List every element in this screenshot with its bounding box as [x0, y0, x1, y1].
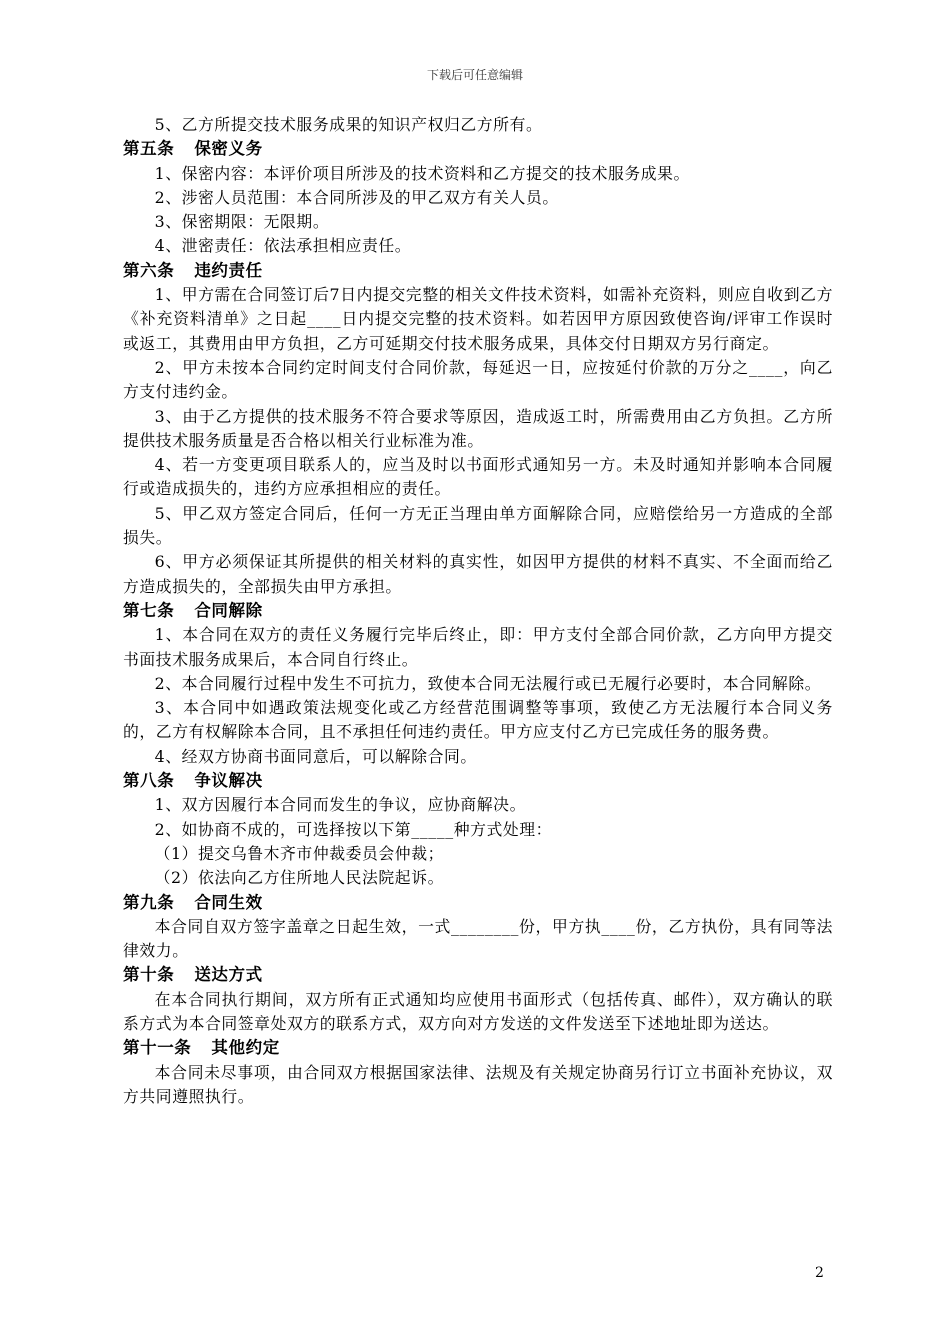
clause-paragraph: 2、如协商不成的，可选择按以下第_____种方式处理：: [154, 819, 553, 839]
clause-paragraph: 3、由于乙方提供的技术服务不符合要求等原因，造成返工时，所需费用由乙方负担。乙方所提供技术服务质量是否合格以相关行业标准为准。: [123, 406, 833, 450]
clause-paragraph: 6、甲方必须保证其所提供的相关材料的真实性，如因甲方提供的材料不真实、不全面而给乙方造成损失的，全部损失由甲方承担。: [123, 552, 833, 596]
document-body: [123, 113, 833, 1109]
article-number: 第十一条: [123, 1038, 192, 1058]
article-heading: [123, 599, 833, 623]
article-number: 第八条: [123, 771, 175, 791]
article-title: 合同生效: [194, 892, 263, 912]
page-header: 下载后可任意编辑: [426, 68, 523, 82]
article-title: 保密义务: [194, 139, 263, 159]
article-heading: [123, 769, 833, 793]
article-heading: [123, 259, 833, 283]
article-number: 第五条: [123, 139, 175, 159]
article-heading: [123, 1036, 833, 1060]
article-title: 违约责任: [194, 260, 263, 280]
article-heading: [123, 891, 833, 915]
clause-paragraph: 5、乙方所提交技术服务成果的知识产权归乙方所有。: [154, 115, 543, 134]
clause-paragraph: （2）依法向乙方住所地人民法院起诉。: [154, 868, 444, 888]
article-number: 第十条: [123, 965, 175, 985]
article-heading: [123, 137, 833, 161]
clause-paragraph: 1、保密内容：本评价项目所涉及的技术资料和乙方提交的技术服务成果。: [154, 163, 690, 183]
article-number: 第九条: [123, 892, 175, 912]
clause-paragraph: 4、泄密责任：依法承担相应责任。: [154, 236, 412, 256]
clause-paragraph: 本合同自双方签字盖章之日起生效，一式________份，甲方执____份，乙方执份，具有同等法律效力。: [123, 916, 833, 961]
clause-paragraph: 1、双方因履行本合同而发生的争议，应协商解决。: [154, 795, 526, 815]
clause-paragraph: 本合同未尽事项，由合同双方根据国家法律、法规及有关规定协商另行订立书面补充协议，双方共同遵照执行。: [123, 1062, 833, 1106]
article-title: 送达方式: [194, 965, 263, 985]
clause-paragraph: 2、甲方未按本合同约定时间支付合同价款，每延迟一日，应按延付价款的万分之____，向乙方支付违约金。: [123, 357, 833, 402]
clause-paragraph: 1、甲方需在合同签订后7日内提交完整的相关文件技术资料，如需补充资料，则应自收到乙方《补充资料清单》之日起____日内提交完整的技术资料。如若因甲方原因致使咨询/评审工作误时或返工，其费用由甲方负担，乙方可延期交付技术服务成果，具体交付日期双方另行商定。: [123, 285, 833, 353]
clause-paragraph: 1、本合同在双方的责任义务履行完毕后终止，即：甲方支付全部合同价款，乙方向甲方提交书面技术服务成果后，本合同自行终止。: [123, 625, 833, 669]
article-number: 第七条: [123, 600, 175, 620]
clause-paragraph: 4、若一方变更项目联系人的，应当及时以书面形式通知另一方。未及时通知并影响本合同履行或造成损失的，违约方应承担相应的责任。: [123, 455, 833, 499]
page-number: 2: [815, 1265, 824, 1281]
clause-paragraph: 5、甲乙双方签定合同后，任何一方无正当理由单方面解除合同，应赔偿给另一方造成的全部损失。: [123, 503, 833, 548]
clause-paragraph: 2、本合同履行过程中发生不可抗力，致使本合同无法履行或已无履行必要时，本合同解除。: [154, 673, 822, 693]
clause-paragraph: 4、经双方协商书面同意后，可以解除合同。: [154, 746, 477, 766]
article-title: 争议解决: [194, 771, 263, 791]
article-title: 其他约定: [211, 1038, 280, 1058]
article-heading: [123, 963, 833, 987]
article-number: 第六条: [123, 260, 175, 280]
clause-paragraph: 3、本合同中如遇政策法规变化或乙方经营范围调整等事项，致使乙方无法履行本合同义务的，乙方有权解除本合同，且不承担任何违约责任。甲方应支付乙方已完成任务的服务费。: [123, 698, 833, 742]
clause-paragraph: （1）提交乌鲁木齐市仲裁委员会仲裁；: [154, 843, 444, 863]
article-title: 合同解除: [194, 600, 263, 620]
clause-paragraph: 3、保密期限：无限期。: [154, 212, 330, 232]
clause-paragraph: 2、涉密人员范围：本合同所涉及的甲乙双方有关人员。: [154, 187, 559, 207]
clause-paragraph: 在本合同执行期间，双方所有正式通知均应使用书面形式（包括传真、邮件），双方确认的联系方式为本合同签章处双方的联系方式，双方向对方发送的文件发送至下述地址即为送达。: [123, 989, 833, 1033]
